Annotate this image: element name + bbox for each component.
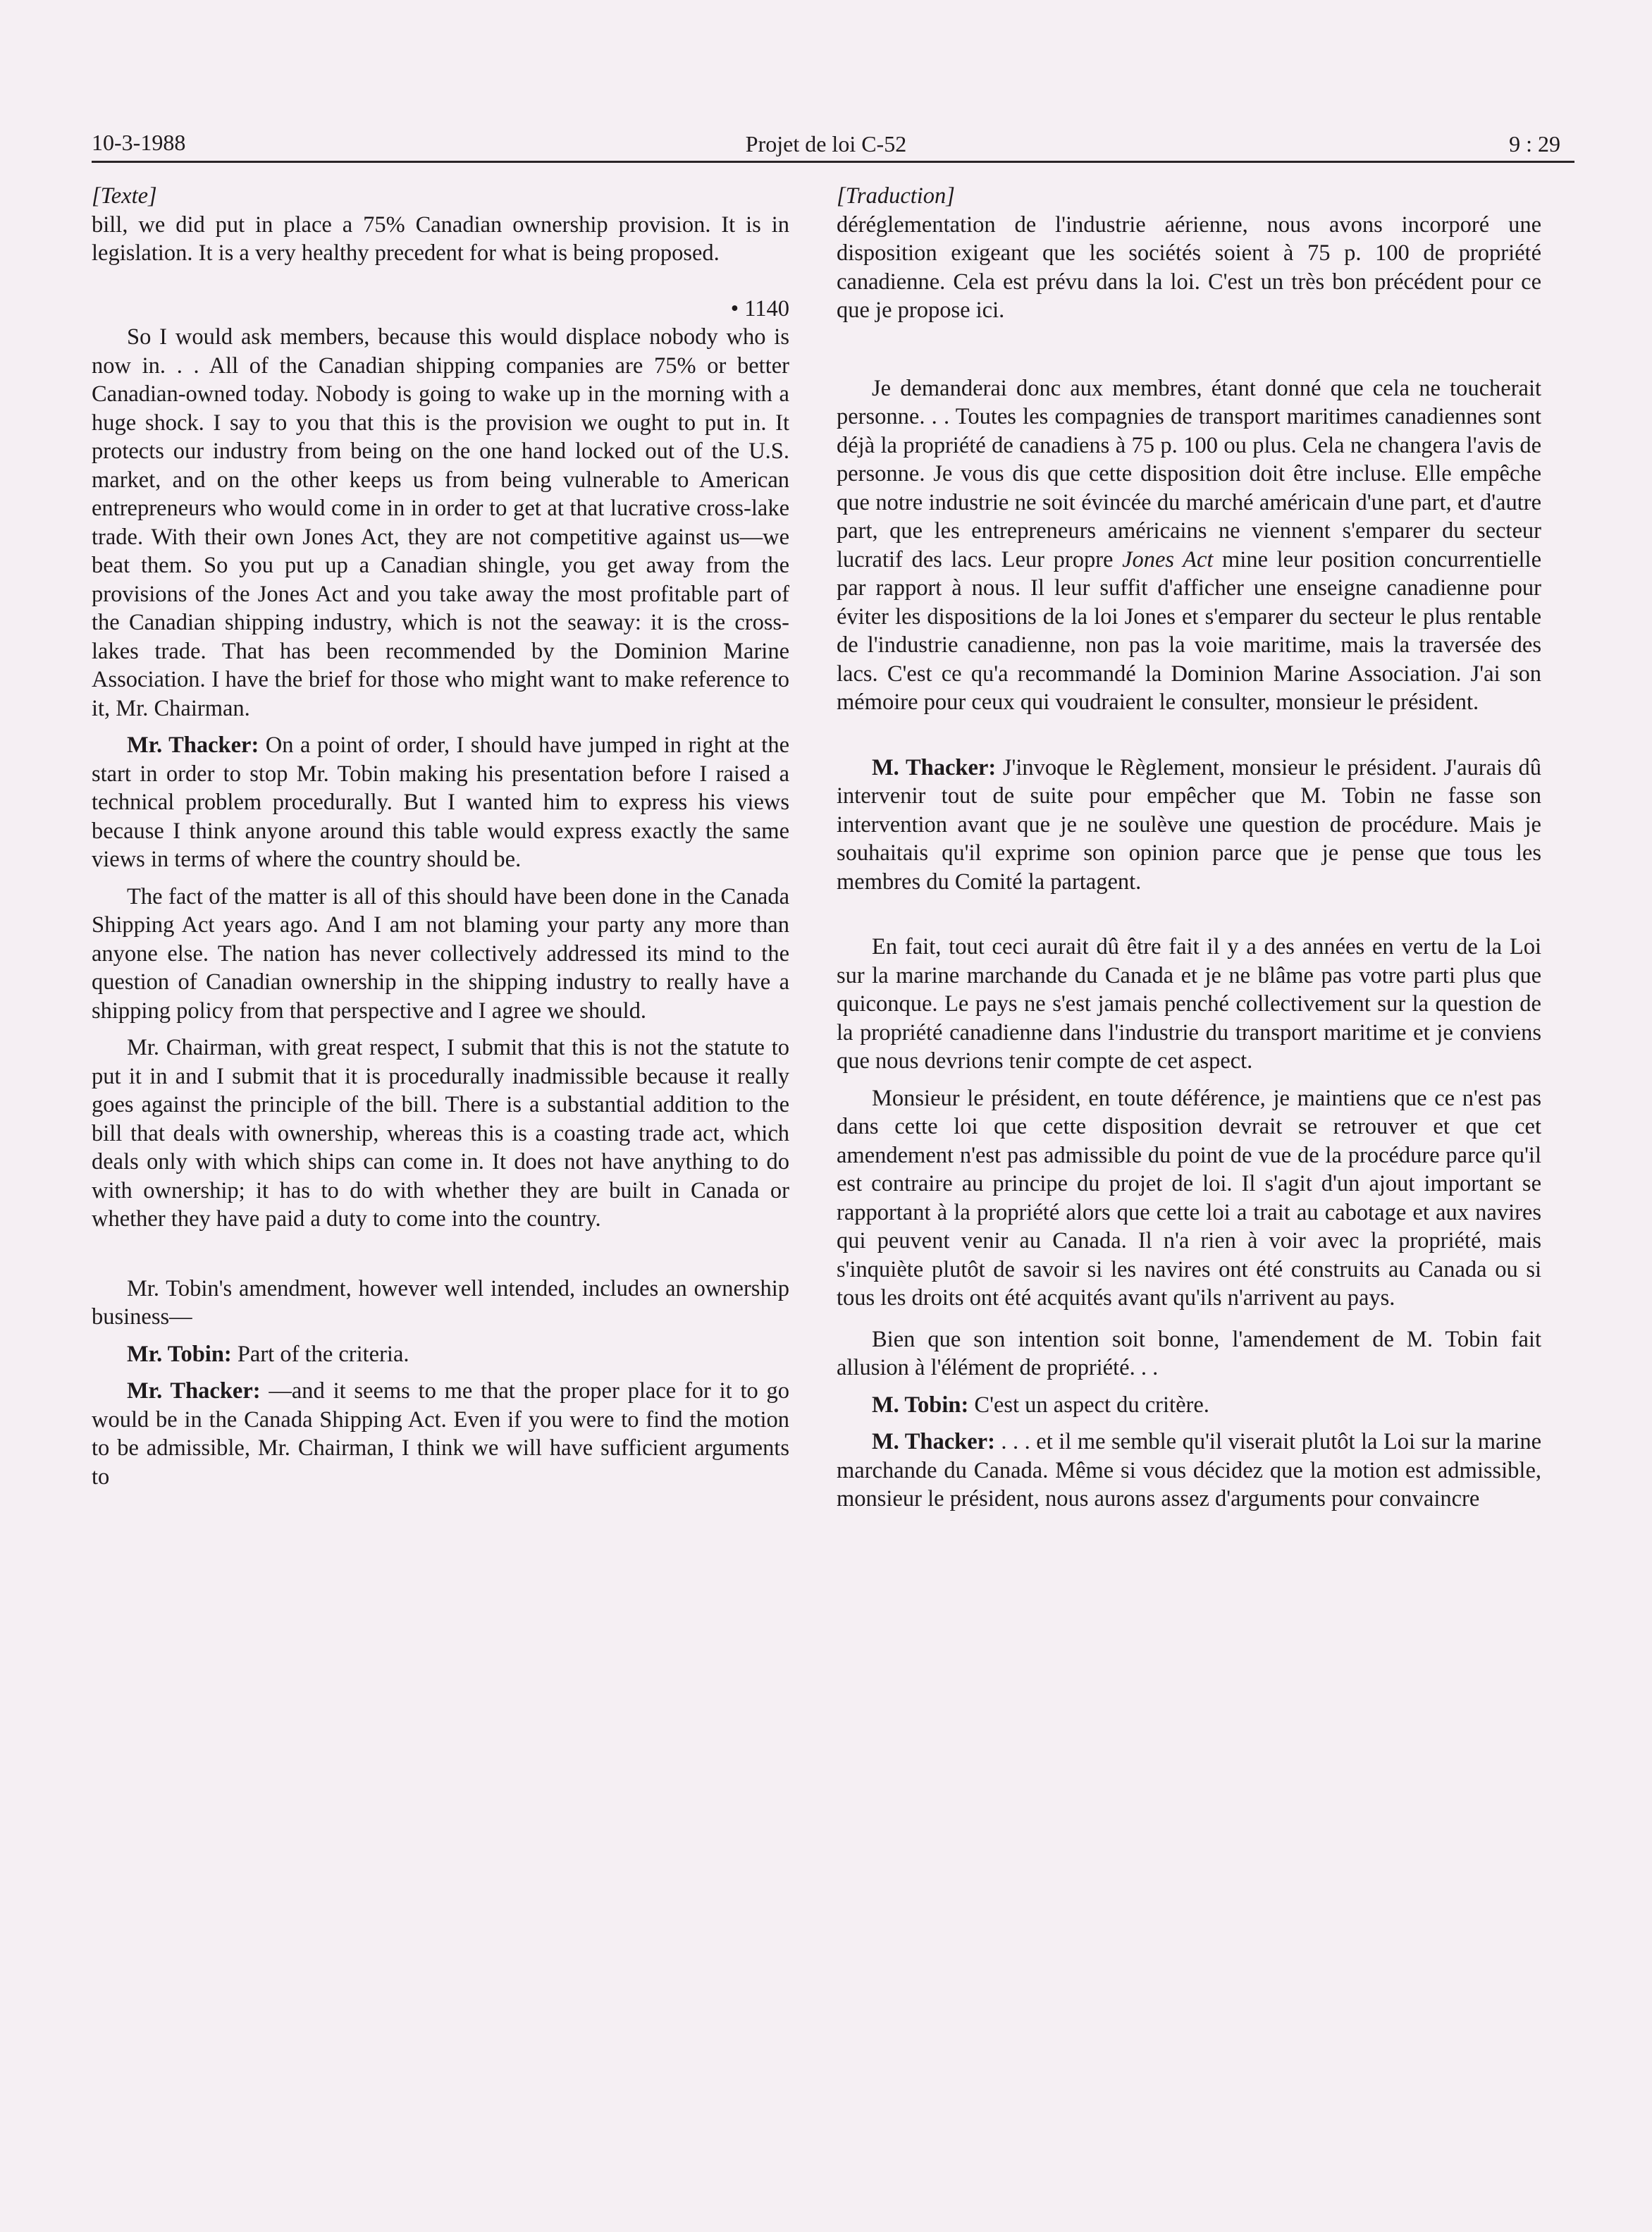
speaker-name: Mr. Tobin: (127, 1341, 232, 1367)
paragraph (837, 1428, 1541, 1514)
paragraph (92, 731, 789, 874)
translation-label: [Traduction] (837, 183, 955, 209)
header-rule (92, 161, 1574, 163)
paragraph: bill, we did put in place a 75% Canadian ownership provision. It is in legislation. It is a very healthy precedent for what is being proposed. (92, 211, 789, 266)
paragraph: Je demanderai donc aux membres, étant donné que cela ne toucherait personne. . . Toutes les compagnies de transport maritimes canadiennes sont déjà la propriété de canadiens à 75 p. 100 ou plus. Cela ne changera l'avis de personne. Je vous dis que cette disposition doit être incluse. Elle empêche que notre industrie ne soit évincée du marché américain d'une part, et d'autre part, que les entrepreneurs américains ne viennent s'emparer du secteur lucratif des lacs. Leur propre Jones Act mine leur position concurrentielle par rapport à nous. Il leur suffit d'afficher une enseigne canadienne pour éviter les dispositions de la loi Jones et s'emparer du secteur le plus rentable de l'industrie canadienne, non pas la voie maritime, mais la traversée des lacs. C'est ce qu'a recommandé la Dominion Marine Association. J'ai son mémoire pour ceux qui voudraient le consulter, monsieur le président. (837, 375, 1542, 715)
paragraph (92, 1377, 789, 1491)
paragraph: déréglementation de l'industrie aérienne, nous avons incorporé une disposition exigeant que les sociétés soient à 75 p. 100 de propriété canadienne. Cela est prévu dans la loi. C'est un très bon précédent pour ce que je propose ici. (837, 211, 1541, 323)
speech-text: Part of the criteria. (231, 1341, 409, 1367)
paragraph: En fait, tout ceci aurait dû être fait il y a des années en vertu de la Loi sur la marine marchande du Canada et je ne blâme pas votre parti plus que quiconque. Le pays ne s'est jamais penché collectivement sur la question de la propriété canadienne dans l'industrie du transport maritime et je conviens que nous devrions tenir compte de cet aspect. (837, 934, 1541, 1074)
speech-text: J'invoque le Règlement, monsieur le président. J'aurais dû intervenir tout de suite pour empêcher que M. Tobin ne fasse son intervention avant que je ne soulève une question de procédure. Mais je souhaitais qu'il exprime son opinion parce que je pense que tous les membres du Comité la partagent. (837, 754, 1541, 895)
header-title: Projet de loi C-52 (745, 131, 907, 157)
page-header (92, 127, 1560, 162)
french-column (837, 182, 1541, 1514)
paragraph: The fact of the matter is all of this should have been done in the Canada Shipping Act years ago. And I am not blaming your party any more than anyone else. The nation has never collectively addressed its mind to the question of Canadian ownership in the shipping industry to really have a shipping policy from that perspective and I agree we should. (92, 883, 789, 1024)
speaker-name: Mr. Thacker: (127, 732, 259, 758)
paragraph: Mr. Tobin's amendment, however well intended, includes an ownership business— (92, 1275, 789, 1330)
paragraph (837, 754, 1541, 897)
paragraph: Monsieur le président, en toute déférence, je maintiens que ce n'est pas dans cette loi que cette disposition devrait se retrouver et que cet amendement n'est pas admissible du point de vue de la procédure parce qu'il est contraire au principe du projet de loi. Il s'agit d'un ajout important se rapportant à la propriété alors que cette loi a trait au cabotage et aux navires qui peuvent venir au Canada. Il n'a rien à voir avec la propriété, mais s'inquiète plutôt de savoir si les navires ont été construits au Canada ou si tous les droits ont été acquités avant qu'ils n'arrivent au pays. (837, 1085, 1541, 1311)
speech-text: . . . et il me semble qu'il viserait plutôt la Loi sur la marine marchande du Canada. Même si vous décidez que la motion est admissible, monsieur le président, nous aurons assez d'arguments pour convaincre (837, 1429, 1542, 1511)
header-date: 10-3-1988 (92, 130, 186, 155)
italic-term: Jones Act (1122, 546, 1214, 572)
paragraph (92, 1340, 789, 1369)
speech-text: C'est un aspect du critère. (968, 1392, 1209, 1418)
paragraph: Mr. Chairman, with great respect, I submit that this is not the statute to put it in and I submit that it is procedurally inadmissible because it really goes against the principle of the bill. There is a substantial addition to the bill that deals with ownership, whereas this is a coasting trade act, which deals only with which ships can come in. It does not have anything to do with ownership; it has to do with whether they are built in Canada or whether they have paid a duty to come into the country. (92, 1035, 789, 1232)
text-label: [Texte] (92, 183, 157, 209)
timestamp: • 1140 (730, 295, 789, 321)
paragraph (837, 1391, 1541, 1420)
english-column (92, 182, 789, 1491)
header-page-number: 9 : 29 (1509, 131, 1560, 157)
speaker-name: M. Thacker: (872, 1429, 995, 1454)
paragraph: Bien que son intention soit bonne, l'amendement de M. Tobin fait allusion à l'élément de propriété. . . (837, 1326, 1541, 1380)
speech-text: On a point of order, I should have jumped in right at the start in order to stop Mr. Tobin making his presentation before I raised a technical problem procedurally. But I wanted him to express his views because I think anyone around this table would express exactly the same views in terms of where the country should be. (92, 732, 789, 872)
speaker-name: M. Thacker: (872, 754, 997, 780)
speaker-name: M. Tobin: (872, 1392, 969, 1418)
paragraph: So I would ask members, because this would displace nobody who is now in. . . All of the Canadian shipping companies are 75% or better Canadian-owned today. Nobody is going to wake up in the morning with a huge shock. I say to you that this is the provision we ought to put in. It protects our industry from being on the one hand locked out of the U.S. market, and on the other keeps us from being vulnerable to American entrepreneurs who would come in in order to get at that lucrative cross-lake trade. With their own Jones Act, they are not competitive against us—we beat them. So you put up a Canadian shingle, you get away from the provisions of the Jones Act and you take away the most profitable part of the Canadian shipping industry, which is not the seaway: it is the cross-lakes trade. That has been recommended by the Dominion Marine Association. I have the brief for those who might want to make reference to it, Mr. Chairman. (92, 324, 789, 721)
speaker-name: Mr. Thacker: (127, 1378, 261, 1404)
speech-text: —and it seems to me that the proper place for it to go would be in the Canada Shipping Act. Even if you were to find the motion to be admissible, Mr. Chairman, I think we will have sufficient arguments to (92, 1378, 789, 1490)
